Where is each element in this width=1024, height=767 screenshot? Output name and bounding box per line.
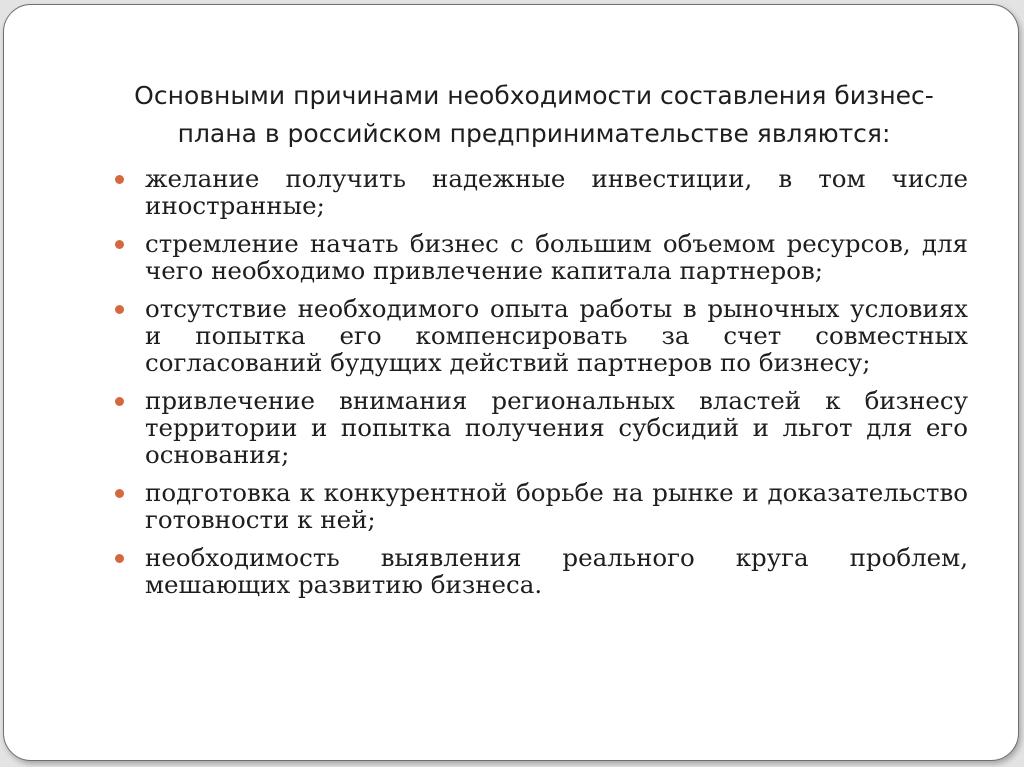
list-item-text: стремление начать бизнес с большим объемом ресурсов, для чего необходимо привлечение капитала партнеров; <box>145 229 968 285</box>
list-item-text: отсутствие необходимого опыта работы в рыночных условиях и попытка его компенсировать за счет совместных согласований будущих действий партнеров по бизнесу; <box>145 294 968 377</box>
bullet-list <box>112 165 968 598</box>
list-item <box>112 479 968 533</box>
bullet-dot-icon <box>115 305 124 314</box>
list-item-text: подготовка к конкурентной борьбе на рынке и доказательство готовности к ней; <box>145 478 968 534</box>
list-item <box>112 230 968 284</box>
list-item <box>112 295 968 376</box>
list-item <box>112 387 968 468</box>
bullet-dot-icon <box>115 175 124 184</box>
list-item <box>112 165 968 219</box>
slide-frame <box>3 4 1019 761</box>
bullet-dot-icon <box>115 554 124 563</box>
list-item-text: желание получить надежные инвестиции, в том числе иностранные; <box>145 164 968 220</box>
bullet-dot-icon <box>115 397 124 406</box>
list-item-text: привлечение внимания региональных властей к бизнесу территории и попытка получения субсидий и льгот для его основания; <box>145 386 968 469</box>
list-item <box>112 544 968 598</box>
slide-title: Основными причинами необходимости составления бизнес-плана в российском предпринимательстве являются: <box>134 81 934 148</box>
bullet-dot-icon <box>115 489 124 498</box>
bullet-dot-icon <box>115 240 124 249</box>
list-item-text: необходимость выявления реального круга проблем, мешающих развитию бизнеса. <box>145 543 968 599</box>
